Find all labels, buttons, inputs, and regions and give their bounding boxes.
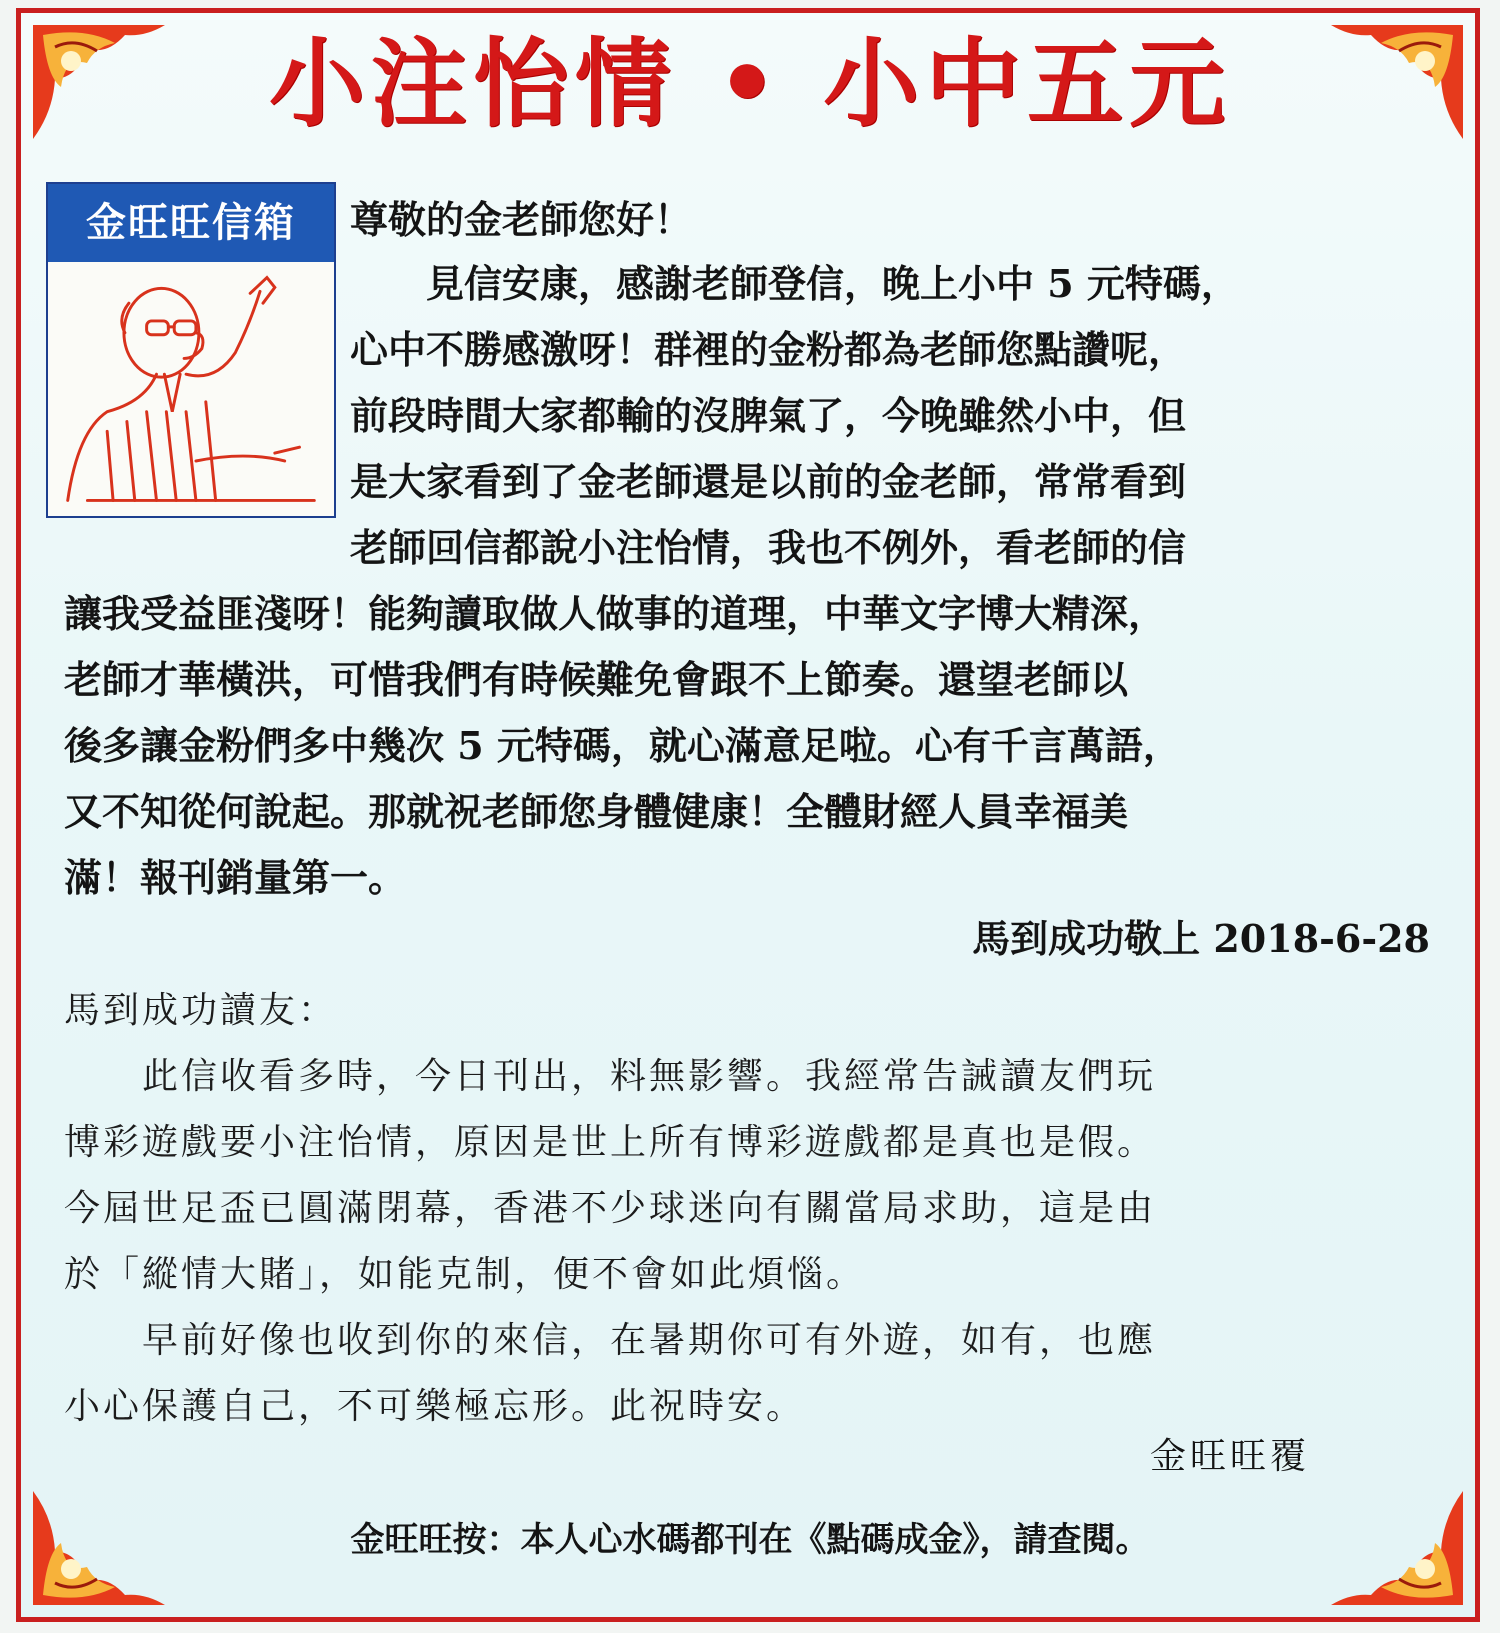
letter-line: 滿！報刊銷量第一。	[64, 855, 407, 900]
reply-line: 早前好像也收到你的來信，在暑期你可有外遊，如有，也應	[64, 1320, 1157, 1361]
letter-line: 讓我受益匪淺呀！能夠讀取做人做事的道理，中華文字博大精深，	[64, 591, 1167, 636]
reply-salutation: 馬到成功讀友：	[64, 990, 338, 1031]
reply-line: 小心保護自己，不可樂極忘形。此祝時安。	[64, 1386, 806, 1427]
letter-line: 見信安康，感謝老師登信，晚上小中 5 元特碼，	[350, 261, 1239, 306]
letter-line: 又不知從何說起。那就祝老師您身體健康！全體財經人員幸福美	[64, 789, 1129, 834]
column-logo	[46, 182, 336, 518]
letter-line: 是大家看到了金老師還是以前的金老師，常常看到	[350, 459, 1187, 504]
letter-line: 心中不勝感激呀！群裡的金粉都為老師您點讚呢，	[350, 327, 1187, 372]
teacher-illustration-icon	[48, 262, 334, 516]
reply-line: 博彩遊戲要小注怡情，原因是世上所有博彩遊戲都是真也是假。	[64, 1122, 1157, 1163]
reply-line: 今屆世足盃已圓滿閉幕，香港不少球迷向有關當局求助，這是由	[64, 1188, 1157, 1229]
column-label: 金旺旺信箱	[48, 184, 334, 262]
letter-line: 前段時間大家都輸的沒脾氣了，今晚雖然小中，但	[350, 393, 1187, 438]
reply-line: 於「縱情大賭」，如能克制，便不會如此煩惱。	[64, 1254, 866, 1295]
reply-line: 此信收看多時，今日刊出，料無影響。我經常告誡讀友們玩	[64, 1056, 1157, 1097]
reply-signature: 金旺旺覆	[1149, 1436, 1310, 1477]
letter-line: 老師回信都說小注怡情，我也不例外，看老師的信	[350, 525, 1187, 570]
letter-line: 老師才華橫洪，可惜我們有時候難免會跟不上節奏。還望老師以	[64, 657, 1129, 702]
footer-note: 金旺旺按：本人心水碼都刊在《點碼成金》，請查閱。	[350, 1520, 1150, 1560]
letter-greeting: 尊敬的金老師您好！	[350, 197, 693, 242]
page-title: 小注怡情 • 小中五元	[268, 28, 1232, 140]
letter-line: 後多讓金粉們多中幾次 5 元特碼，就心滿意足啦。心有千言萬語，	[64, 723, 1181, 768]
letter-signature: 馬到成功敬上 2018-6-28	[972, 916, 1430, 961]
